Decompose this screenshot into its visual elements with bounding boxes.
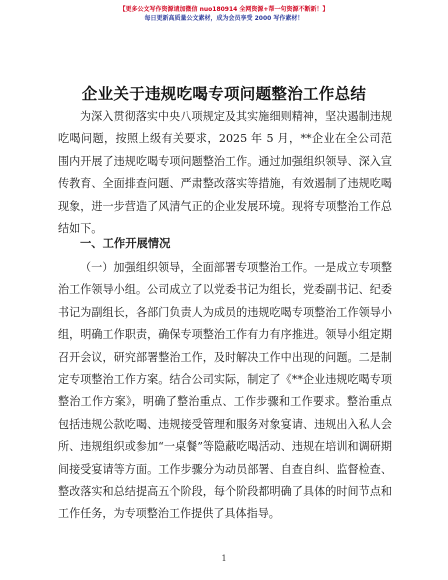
promo-banner [0,6,448,23]
page-number: 1 [221,554,227,563]
promo-banner-line-1: 【更多公文写作资源请加微信 nuo180914 全网资源+帮一句资源不断新！】 [119,6,329,13]
section-paragraph: （一）加强组织领导，全面部署专项整治工作。一是成立专项整治工作领导小组。公司成立了以党委书记为组长，党委副书记、纪委书记为副组长，各部门负责人为成员的违规吃喝专项整治工作领导小组，明确工作职责，确保专项整治工作有力有序推进。领导小组定期召开会议，研究部署整治工作，及时解决工作中出现的问题。二是制定专项整治工作方案。结合公司实际，制定了《**企业违规吃喝专项整治工作方案》，明确了整治重点、工作步骤和工作要求。整治重点包括违规公款吃喝、违规接受管理和服务对象宴请、违规出入私人会所、违规组织或参加“一桌餐”等隐蔽吃喝活动、违规在培训和调研期间接受宴请等方面。工作步骤分为动员部署、自查自纠、监督检查、整改落实和总结提高五个阶段，每个阶段都明确了具体的时间节点和工作任务，为专项整治工作提供了具体指导。 [58,261,392,521]
section-heading: 一、工作开展情况 [80,237,171,250]
intro-paragraph: 为深入贯彻落实中央八项规定及其实施细则精神，坚决遏制违规吃喝问题，按照上级有关要求，2025 年 5 月，**企业在全公司范围内开展了违规吃喝专项问题整治工作。通过加强组织领导、深入宣传教育、全面排查问题、严肃整改落实等措施，有效遏制了违规吃喝现象，进一步营造了风清气正的企业发展环境。现将专项整治工作总结如下。 [58,110,392,236]
promo-banner-line-2: 每日更新高质量公文素材，成为会员享受 2000 写作素材！ [144,14,304,22]
document-title: 企业关于违规吃喝专项问题整治工作总结 [81,85,367,103]
